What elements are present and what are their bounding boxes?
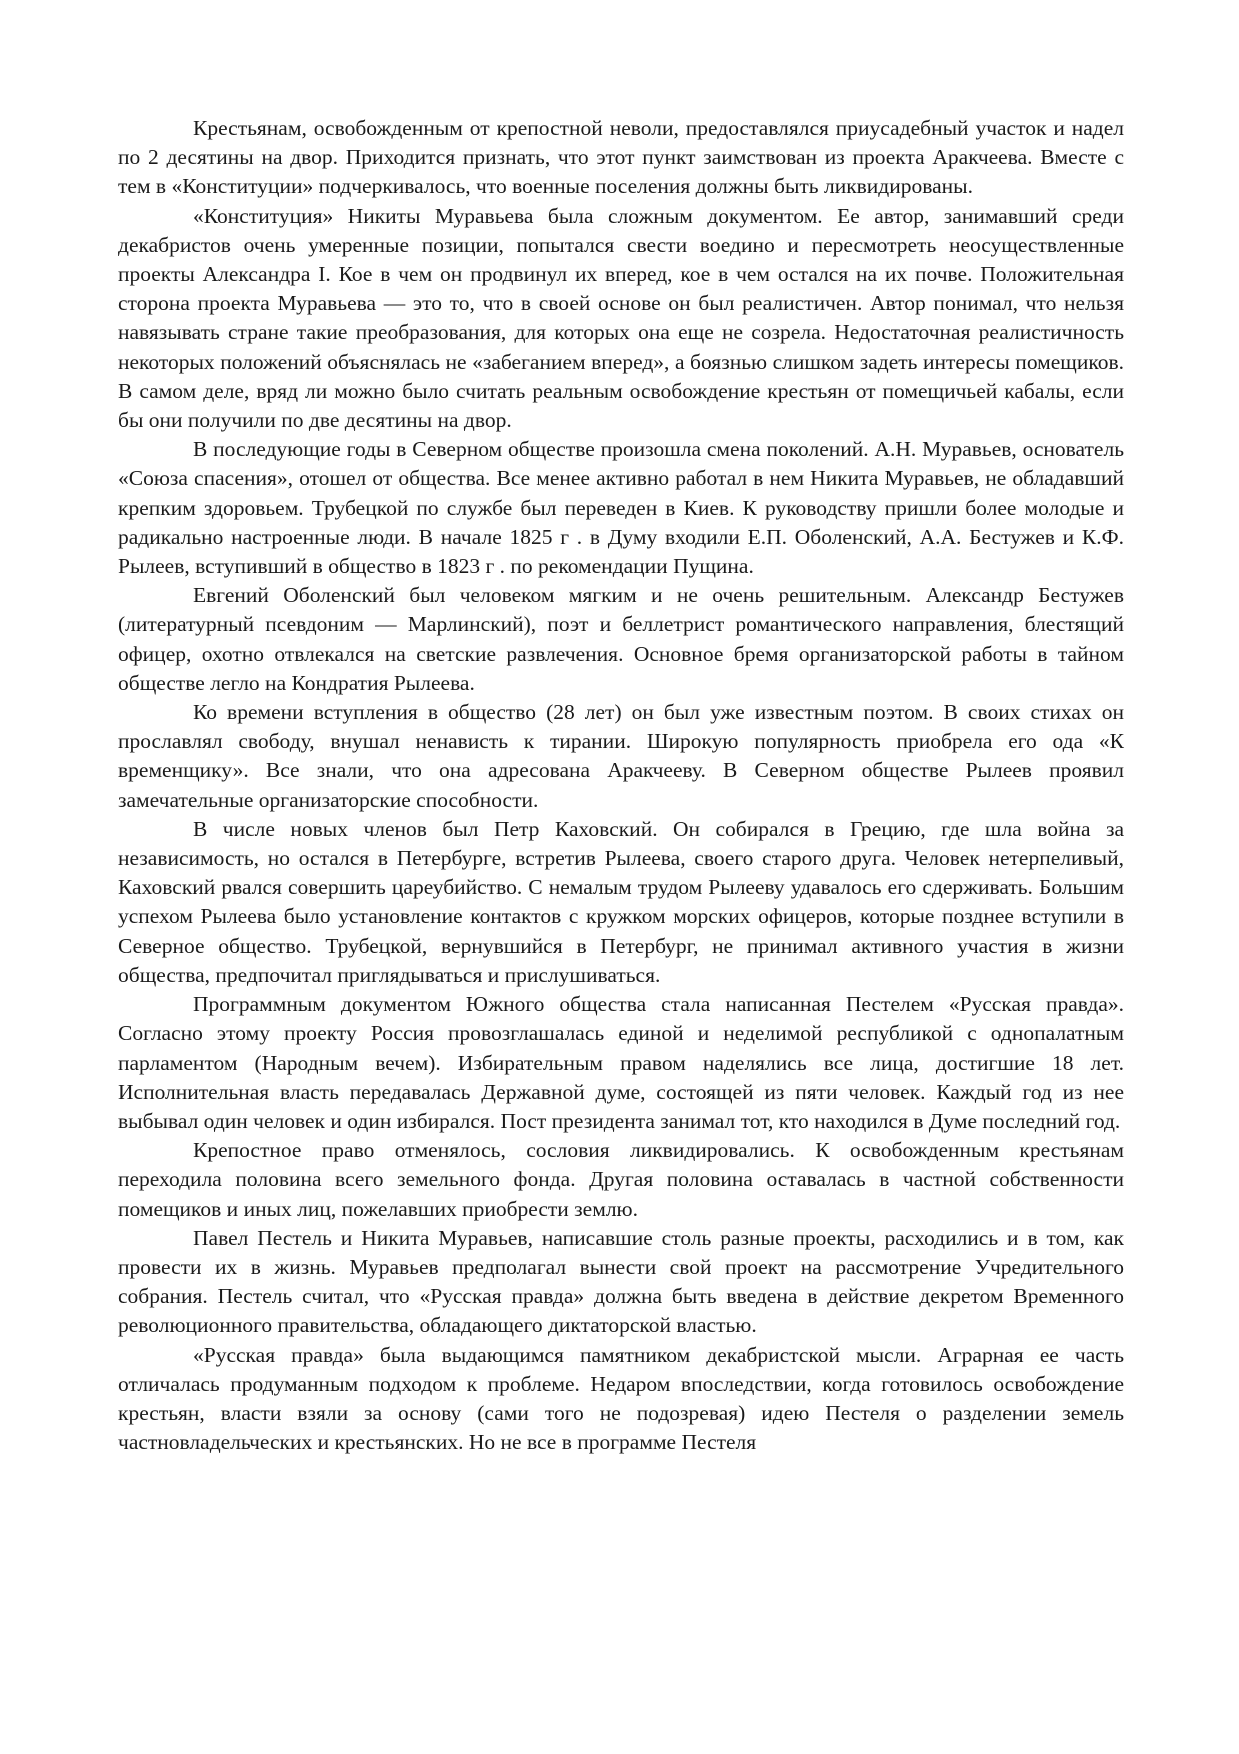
document-page [118,114,1124,1457]
paragraph: В последующие годы в Северном обществе произошла смена поколений. А.Н. Муравьев, основатель «Союза спасения», отошел от общества. Все менее активно работал в нем Никита Муравьев, не обладавший крепким здоровьем. Трубецкой по службе был переведен в Киев. К руководству пришли более молодые и радикально настроенные люди. В начале 1825 г . в Думу входили Е.П. Оболенский, А.А. Бестужев и К.Ф. Рылеев, вступивший в общество в 1823 г . по рекомендации Пущина. [118,437,1124,579]
paragraph: Евгений Оболенский был человеком мягким и не очень решительным. Александр Бестужев (литературный псевдоним — Марлинский), поэт и беллетрист романтического направления, блестящий офицер, охотно отвлекался на светские развлечения. Основное бремя организаторской работы в тайном обществе легло на Кондратия Рылеева. [118,583,1124,695]
paragraph: Программным документом Южного общества стала написанная Пестелем «Русская правда». Согласно этому проекту Россия провозглашалась единой и неделимой республикой с однопалатным парламентом (Народным вечем). Избирательным правом наделялись все лица, достигшие 18 лет. Исполнительная власть передавалась Державной думе, состоящей из пяти человек. Каждый год из нее выбывал один человек и один избирался. Пост президента занимал тот, кто находился в Думе последний год. [118,992,1124,1133]
paragraph: Ко времени вступления в общество (28 лет) он был уже известным поэтом. В своих стихах он прославлял свободу, внушал ненависть к тирании. Широкую популярность приобрела его ода «К временщику». Все знали, что она адресована Аракчееву. В Северном обществе Рылеев проявил замечательные организаторские способности. [118,700,1124,812]
paragraph: Павел Пестель и Никита Муравьев, написавшие столь разные проекты, расходились и в том, как провести их в жизнь. Муравьев предполагал вынести свой проект на рассмотрение Учредительного собрания. Пестель считал, что «Русская правда» должна быть введена в действие декретом Временного революционного правительства, обладающего диктаторской властью. [118,1225,1124,1338]
paragraph: «Русская правда» была выдающимся памятником декабристской мысли. Аграрная ее часть отличалась продуманным подходом к проблеме. Недаром впоследствии, когда готовилось освобождение крестьян, власти взяли за основу (сами того не подозревая) идею Пестеля о разделении земель частновладельческих и крестьянских. Но не все в программе Пестеля [118,1342,1124,1455]
paragraph: В числе новых членов был Петр Каховский. Он собирался в Грецию, где шла война за независимость, но остался в Петербурге, встретив Рылеева, своего старого друга. Человек нетерпеливый, Каховский рвался совершить цареубийство. С немалым трудом Рылееву удавалось его сдерживать. Большим успехом Рылеева было установление контактов с кружком морских офицеров, которые позднее вступили в Северное общество. Трубецкой, вернувшийся в Петербург, не принимал активного участия в жизни общества, предпочитал приглядываться и прислушиваться. [118,816,1124,987]
paragraph: «Конституция» Никиты Муравьева была сложным документом. Ее автор, занимавший среди декабристов очень умеренные позиции, попытался свести воедино и пересмотреть неосуществленные проекты Александра I. Кое в чем он продвинул их вперед, кое в чем остался на их почве. Положительная сторона проекта Муравьева — это то, что в своей основе он был реалистичен. Автор понимал, что нельзя навязывать стране такие преобразования, для которых она еще не созрела. Недостаточная реалистичность некоторых положений объяснялась не «забеганием вперед», а боязнью слишком задеть интересы помещиков. В самом деле, вряд ли можно было считать реальным освобождение крестьян от помещичьей кабалы, если бы они получили по две десятины на двор. [118,203,1124,433]
paragraph: Крепостное право отменялось, сословия ликвидировались. К освобожденным крестьянам переходила половина всего земельного фонда. Другая половина оставалась в частной собственности помещиков и иных лиц, пожелавших приобрести землю. [118,1138,1124,1221]
paragraph: Крестьянам, освобожденным от крепостной неволи, предоставлялся приусадебный участок и надел по 2 десятины на двор. Приходится признать, что этот пункт заимствован из проекта Аракчеева. Вместе с тем в «Конституции» подчеркивалось, что военные поселения должны быть ликвидированы. [118,116,1124,199]
